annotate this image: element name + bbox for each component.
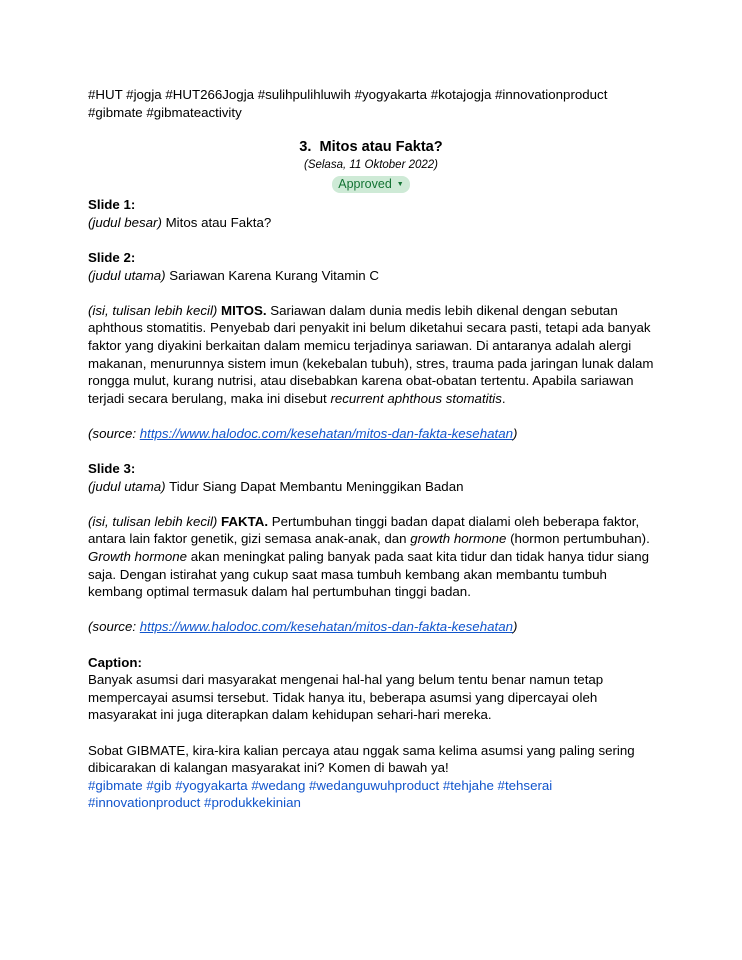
- status-chip[interactable]: [332, 176, 409, 193]
- status-label: Approved: [338, 177, 392, 192]
- slide3-source: [88, 618, 654, 636]
- slide3-title-text: Tidur Siang Dapat Membantu Meninggikan Badan: [165, 478, 464, 494]
- slide2-source: [88, 425, 654, 443]
- caption-hashtags: #gibmate #gib #yogyakarta #wedang #wedanguwuhproduct #tehjahe #tehserai #innovationproduct #produkkekinian: [88, 777, 553, 811]
- slide3-body-italic2: Growth hormone: [88, 549, 188, 565]
- slide3-body-prefix: (isi, tulisan lebih kecil): [88, 513, 218, 529]
- caption-label: Caption:: [88, 654, 142, 670]
- slide2-body-prefix: (isi, tulisan lebih kecil): [88, 302, 218, 318]
- slide2-title: [88, 267, 654, 285]
- slide3-body-italic1: growth hormone: [410, 531, 507, 547]
- slide2-body-end: .: [501, 390, 506, 406]
- slide3-source-suffix: ): [512, 619, 518, 635]
- section-number: 3.: [299, 139, 312, 156]
- slide1-text: Mitos atau Fakta?: [161, 214, 272, 230]
- slide3-source-link[interactable]: https://www.halodoc.com/kesehatan/mitos-dan-fakta-kesehatan: [139, 619, 513, 635]
- slide3-body-part3: akan meningkat paling banyak pada saat kita tidur dan tidak hanya tidur siang saja. Dengan istirahat yang cukup saat masa tumbuh kembang akan membantu tumbuh kembang optimal termasuk dalam hal pertumbuhan tinggi badan.: [88, 549, 650, 600]
- slide2-source-link[interactable]: https://www.halodoc.com/kesehatan/mitos-dan-fakta-kesehatan: [139, 425, 513, 441]
- slide1-prefix: (judul besar): [88, 214, 162, 230]
- slide2-body-text: Sariawan dalam dunia medis lebih dikenal dengan sebutan aphthous stomatitis. Penyebab dari penyakit ini belum diketahui secara pasti, tetapi ada banyak faktor yang diyakini berkaitan dalam memicu terjadinya sariawan. Di antaranya adalah alergi makanan, menurunnya sistem imun (kekebalan tubuh), stres, trauma pada jaringan lunak dalam rongga mulut, kurang nutrisi, atau disebabkan karena obat-obatan tertentu. Apabila sariawan terjadi secara berulang, maka ini disebut: [88, 302, 654, 406]
- slide2-body-italic: recurrent aphthous stomatitis: [330, 390, 502, 406]
- slide3-title-prefix: (judul utama): [88, 478, 166, 494]
- slide3-verdict: FAKTA.: [217, 513, 269, 529]
- top-hashtags: #HUT #jogja #HUT266Jogja #sulihpulihluwih #yogyakarta #kotajogja #innovationproduct #gibmate #gibmateactivity: [88, 87, 608, 120]
- caption-paragraph-2: Sobat GIBMATE, kira-kira kalian percaya atau nggak sama kelima asumsi yang paling sering dibicarakan di kalangan masyarakat ini? Komen di bawah ya!: [88, 742, 635, 776]
- slide2-source-suffix: ): [512, 425, 518, 441]
- slide3-body-part2: (hormon pertumbuhan).: [506, 531, 650, 547]
- slide1-title: [88, 214, 654, 232]
- slide2-title-text: Sariawan Karena Kurang Vitamin C: [165, 267, 379, 283]
- caret-down-icon: ▼: [396, 181, 404, 189]
- slide3-label: Slide 3:: [88, 461, 136, 477]
- slide2-label: Slide 2:: [88, 249, 136, 265]
- section-date: (Selasa, 11 Oktober 2022): [303, 159, 439, 172]
- slide2-source-prefix: (source:: [88, 425, 140, 441]
- section-heading: [88, 138, 654, 157]
- section-title: Mitos atau Fakta?: [319, 139, 443, 156]
- document-content: [88, 86, 654, 812]
- slide2-title-prefix: (judul utama): [88, 267, 166, 283]
- slide2-body: [88, 302, 654, 408]
- status-chip-row: [88, 175, 654, 193]
- slide3-title: [88, 478, 654, 496]
- slide3-source-prefix: (source:: [88, 619, 140, 635]
- slide3-body: [88, 513, 654, 601]
- slide1-label: Slide 1:: [88, 197, 136, 213]
- slide3-body-part1: Pertumbuhan tinggi badan dapat dialami oleh beberapa faktor, antara lain faktor genetik, gizi semasa anak-anak, dan: [88, 513, 640, 547]
- slide2-verdict: MITOS.: [217, 302, 267, 318]
- caption-paragraph-1: Banyak asumsi dari masyarakat mengenai hal-hal yang belum tentu benar namun tetap mempercayai asumsi tersebut. Tidak hanya itu, beberapa asumsi yang dipercayai oleh masyarakat ini juga diterapkan dalam kehidupan sehari-hari mereka.: [88, 672, 604, 723]
